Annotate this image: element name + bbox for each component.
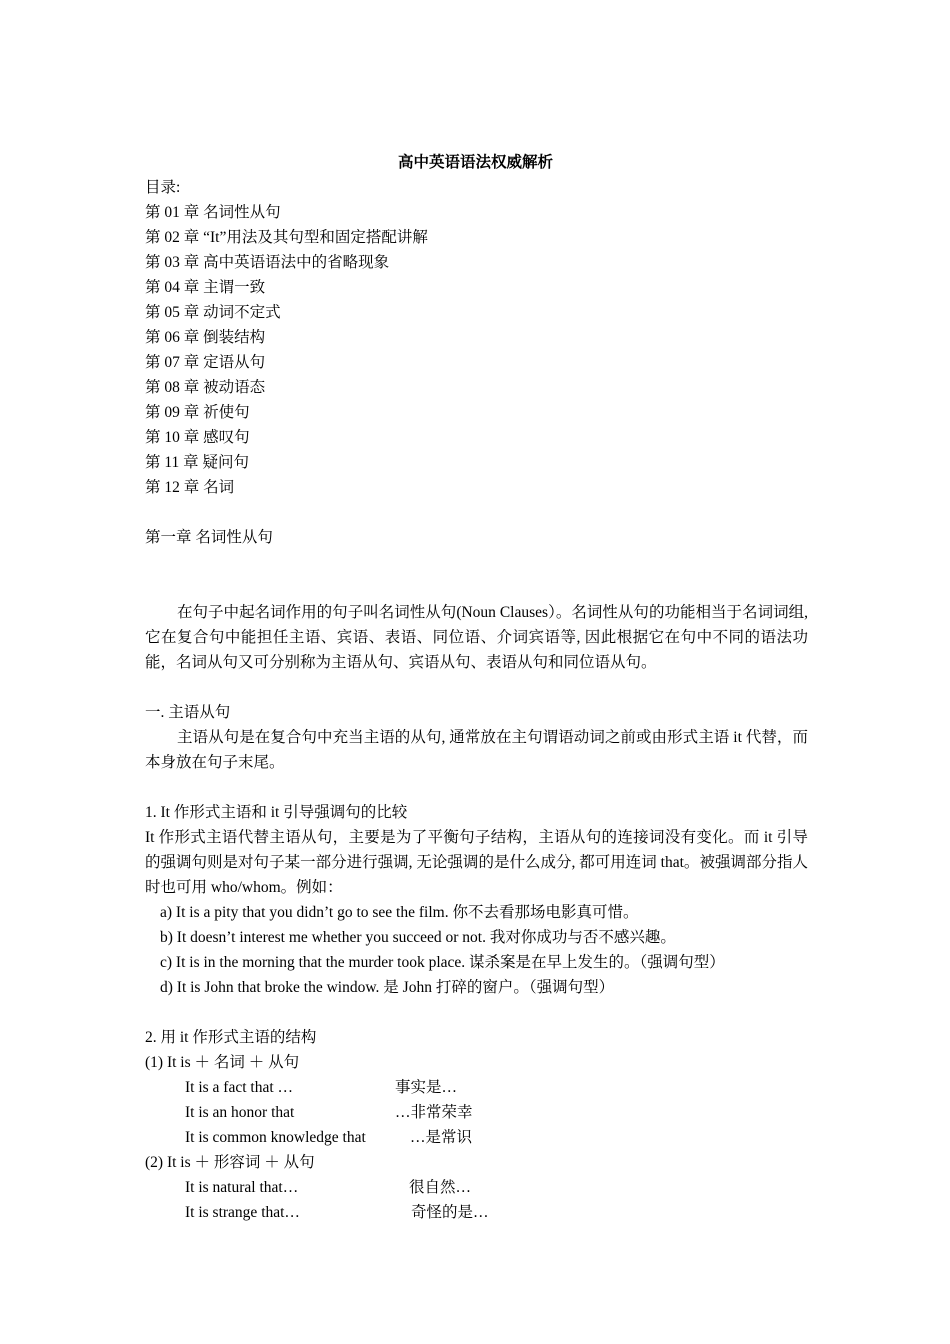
intro-paragraph: 在句子中起名词作用的句子叫名词性从句(Noun Clauses）。名词性从句的功能相当于名词词组, 它在复合句中能担任主语、宾语、表语、同位语、介词宾语等, 因此根据它在句中不同的语法功能，名词从句又可分别称为主语从句、宾语从句、表语从句和同位语从句。 — [145, 604, 808, 671]
toc-label: 目录: — [145, 179, 181, 196]
toc-item: 第 10 章 感叹句 — [145, 429, 250, 446]
subsection-heading: 1. It 作形式主语和 it 引导强调句的比较 — [145, 804, 408, 821]
phrase-chinese: 事实是… — [395, 1079, 458, 1096]
phrase-pair — [145, 1100, 808, 1125]
example-sentence: d) It is John that broke the window. 是 John 打碎的窗户。（强调句型） — [160, 979, 615, 996]
phrase-chinese: …非常荣幸 — [395, 1104, 473, 1121]
toc-item: 第 03 章 高中英语语法中的省略现象 — [145, 254, 390, 271]
phrase-chinese: 奇怪的是… — [411, 1204, 489, 1221]
toc-item: 第 12 章 名词 — [145, 479, 235, 496]
subsection-paragraph: It 作形式主语代替主语从句，主要是为了平衡句子结构，主语从句的连接词没有变化。而 it 引导的强调句则是对句子某一部分进行强调, 无论强调的是什么成分, 都可用连词 that。被强调部分指人时也可用 who/whom。例如： — [145, 829, 808, 896]
toc-item: 第 08 章 被动语态 — [145, 379, 266, 396]
document-page — [145, 150, 808, 1225]
example-sentence: c) It is in the morning that the murder took place. 谋杀案是在早上发生的。（强调句型） — [160, 954, 725, 971]
structure-label: (1) It is ＋ 名词 ＋ 从句 — [145, 1054, 300, 1071]
document-title: 高中英语语法权威解析 — [397, 154, 553, 171]
toc-item: 第 05 章 动词不定式 — [145, 304, 281, 321]
toc-item: 第 02 章 “It”用法及其句型和固定搭配讲解 — [145, 229, 428, 246]
toc-item: 第 09 章 祈使句 — [145, 404, 250, 421]
toc-item: 第 01 章 名词性从句 — [145, 204, 281, 221]
structure-label: (2) It is ＋ 形容词 ＋ 从句 — [145, 1154, 315, 1171]
phrase-english: It is strange that… — [185, 1204, 300, 1221]
phrase-english: It is a fact that … — [185, 1079, 294, 1096]
phrase-english: It is an honor that — [185, 1104, 295, 1121]
phrase-pair — [145, 1175, 808, 1200]
example-list — [145, 900, 808, 1000]
phrase-chinese: 很自然… — [409, 1179, 472, 1196]
toc-item: 第 07 章 定语从句 — [145, 354, 266, 371]
phrase-english: It is common knowledge that — [185, 1129, 366, 1146]
phrase-pair — [145, 1075, 808, 1100]
section-paragraph: 主语从句是在复合句中充当主语的从句, 通常放在主句谓语动词之前或由形式主语 it 代替，而本身放在句子末尾。 — [145, 729, 808, 771]
table-of-contents — [145, 200, 808, 500]
toc-item: 第 06 章 倒装结构 — [145, 329, 266, 346]
chapter-heading: 第一章 名词性从句 — [145, 529, 273, 546]
example-sentence: b) It doesn’t interest me whether you succeed or not. 我对你成功与否不感兴趣。 — [160, 929, 676, 946]
phrase-chinese: …是常识 — [410, 1129, 473, 1146]
toc-item: 第 04 章 主谓一致 — [145, 279, 266, 296]
example-sentence: a) It is a pity that you didn’t go to see the film. 你不去看那场电影真可惜。 — [160, 904, 639, 921]
subsection-heading: 2. 用 it 作形式主语的结构 — [145, 1029, 317, 1046]
section-heading: 一. 主语从句 — [145, 704, 231, 721]
toc-item: 第 11 章 疑问句 — [145, 454, 250, 471]
phrase-english: It is natural that… — [185, 1179, 299, 1196]
phrase-pair — [145, 1200, 808, 1225]
phrase-pair — [145, 1125, 808, 1150]
